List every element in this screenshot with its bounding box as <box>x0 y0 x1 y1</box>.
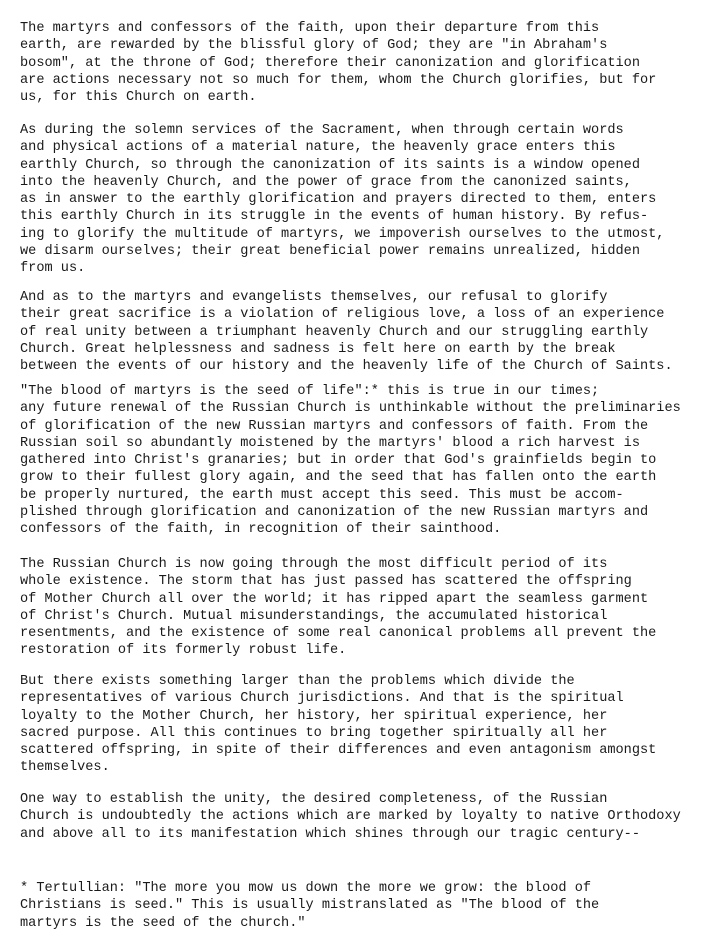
paragraph-sacrament-analogy: As during the solemn services of the Sacrament, when through certain words and physical actions of a material nature, the heavenly grace enters this earthly Church, so through the canonization of its saints is a window opened into the heavenly Church, and the power of grace from the canonized saints, as in answer to the earthly glorification and prayers directed to them, enters this earthly Church in its struggle in the events of human history. By refus- ing to glorify the multitude of martyrs, we impoverish ourselves to the utmost, we disarm ourselves; their great beneficial power remains unrealized, hidden from us. <box>20 123 665 277</box>
paragraph-blood-of-martyrs: "The blood of martyrs is the seed of life":* this is true in our times; any future renewal of the Russian Church is unthinkable without the preliminaries of glorification of the new Russian martyrs and confessors of faith. From the Russian soil so abundantly moistened by the martyrs' blood a rich harvest is gathered into Christ's granaries; but in order that God's grainfields begin to grow to their fullest glory again, and the seed that has fallen onto the earth be properly nurtured, the earth must accept this seed. This must be accom- plished through glorification and canonization of the new Russian martyrs and confessors of the faith, in recognition of their sainthood. <box>20 384 681 538</box>
paragraph-refusal-to-glorify: And as to the martyrs and evangelists themselves, our refusal to glorify their great sacrifice is a violation of religious love, a loss of an experience of real unity between a triumphant heavenly Church and our struggling earthly Church. Great helplessness and sadness is felt here on earth by the break between the events of our history and the heavenly life of the Church of Saints. <box>20 290 673 375</box>
paragraph-martyrs-glory: The martyrs and confessors of the faith, upon their departure from this earth, are rewarded by the blissful glory of God; they are "in Abraham's bosom", at the throne of God; therefore their canonization and glorification are actions necessary not so much for them, whom the Church glorifies, but for us, for this Church on earth. <box>20 21 657 106</box>
footnote-tertullian: * Tertullian: "The more you mow us down the more we grow: the blood of Christians is seed." This is usually mistranslated as "The blood of the martyrs is the seed of the church." <box>20 881 600 931</box>
paragraph-spiritual-loyalty: But there exists something larger than the problems which divide the representatives of various Church jurisdictions. And that is the spiritual loyalty to the Mother Church, her history, her spiritual experience, her sacred purpose. All this continues to bring together spiritually all her scattered offspring, in spite of their differences and even antagonism amongst themselves. <box>20 674 657 776</box>
paragraph-difficult-period: The Russian Church is now going through the most difficult period of its whole existence. The storm that has just passed has scattered the offspring of Mother Church all over the world; it has ripped apart the seamless garment of Christ's Church. Mutual misunderstandings, the accumulated historical resentments, and the existence of some real canonical problems all prevent the restoration of its formerly robust life. <box>20 557 657 659</box>
paragraph-unity: One way to establish the unity, the desired completeness, of the Russian Church is undoubtedly the actions which are marked by loyalty to native Orthodoxy and above all to its manifestation which shines through our tragic century-- <box>20 792 681 842</box>
